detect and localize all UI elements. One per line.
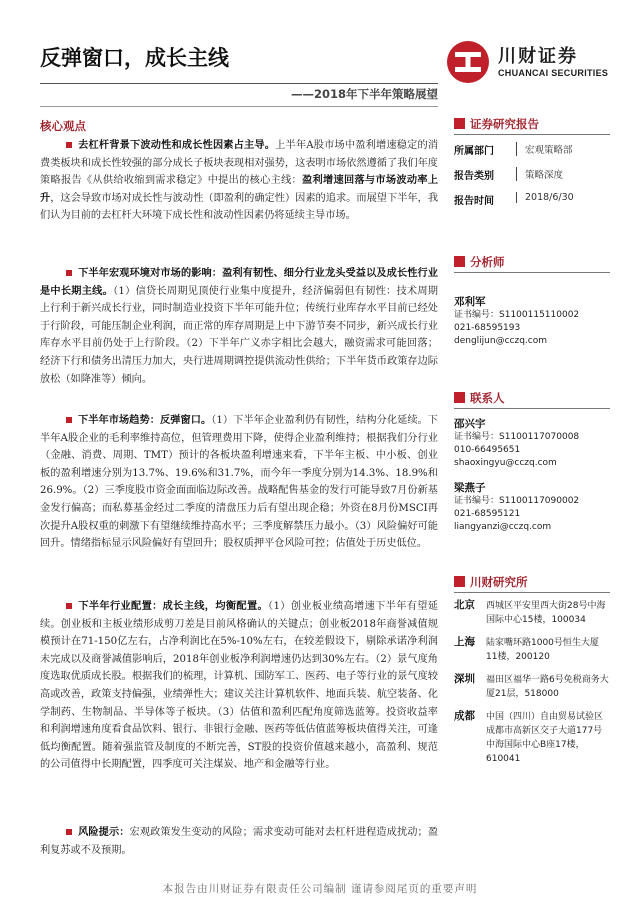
analyst-heading: 分析师 [454, 254, 505, 270]
contact-phone: 010-66495651 [454, 445, 521, 455]
core-paragraph-5: 风险提示：宏观政策发生变动的风险；需求变动可能对去杠杆进程造成扰动；盈利复苏或不及预期。 [40, 826, 439, 856]
office-address: 西城区平安里西大街28号中海国际中心15楼，100034 [486, 601, 606, 625]
contacts-heading: 联系人 [454, 390, 505, 406]
office-city: 上海 [454, 636, 475, 648]
report-subtitle: ——2018年下半年策略展望 [290, 87, 438, 101]
institute-heading: 川财研究所 [454, 574, 528, 590]
page-footer: 本报告由川财证券有限责任公司编制 谨请参阅尾页的重要声明 [162, 883, 478, 895]
report-title: 反弹窗口，成长主线 [40, 46, 229, 70]
meta-key-category: 报告类别 [454, 171, 494, 182]
contact-name: 梁燕子 [454, 482, 486, 494]
sidebar-divider [454, 408, 610, 409]
analyst-cert: 证书编号：S1100115110002 [454, 310, 580, 320]
bullet-square-icon [66, 829, 72, 835]
contact-email[interactable]: liangyanzi@cczq.com [454, 522, 552, 532]
meta-value-date: 2018/6/30 [516, 192, 574, 203]
meta-key-department: 所属部门 [454, 146, 494, 157]
office-city: 成都 [454, 710, 475, 722]
meta-key-date: 报告时间 [454, 196, 494, 207]
analyst-phone: 021-68595193 [454, 323, 521, 333]
contact-cert: 证书编号：S1100117090002 [454, 496, 580, 506]
bullet-square-icon [66, 270, 72, 276]
core-paragraph-4: 下半年行业配置：成长主线，均衡配置。（1）创业板业绩高增速下半年有望延续。创业板和主板业绩形成剪刀差是目前风格确认的关键点；创业板2018年商誉减值规模预计在71-150亿左右，占净利润比在5%-10%左右，在较差假设下，剔除承诺净利润未完成以及商誉减值影响后，2018年创业板净利润增速仍达到30%左右。（2）景气度角度选取优质成长股。根据我们的梳理，计算机、国防军工、医药、电子等行业的景气度较高或改善，政策支持偏强，业绩弹性大；建议关注计算机软件、地面兵装、航空装备、化学制药、生物制品、半导体等子板块。（3）估值和盈利匹配角度筛选蓝筹。投资收益率和利润增速角度看食品饮料、银行、非银行金融、医药等低估值蓝筹板块值得关注，可逢低均衡配置。随着强监管及制度的不断完善，ST股的投资价值越来越小，高盈利、规范的公司值得中长期配置，四季度可关注煤炭、地产和金融等行业。 [40, 600, 438, 771]
report-info-heading: 证券研究报告 [454, 116, 539, 132]
section-square-icon [454, 256, 465, 267]
sidebar-divider [454, 272, 610, 273]
sidebar-divider [454, 134, 610, 135]
meta-value-department: 宏观策略部 [516, 142, 573, 156]
core-paragraph-1: 去杠杆背景下波动性和成长性因素占主导。上半年A股市场中盈利增速稳定的消费类板块和成长性较强的部分成长子板块表现相对强势，这表明市场依然遵循了我们年度策略报告《从供给收缩到需求稳定》中提出的核心主线：盈利增速回落与市场波动率上升，这会导致市场对成长性与波动性（即盈利的确定性）因素的追求。而展望下半年，我们认为目前的去杠杆大环境下成长性和波动性因素仍将延续主导市场。 [40, 139, 439, 222]
office-address: 福田区福华一路6号免税商务大厦21层，518000 [486, 675, 609, 699]
analyst-card [454, 296, 579, 348]
subtitle-divider [40, 106, 438, 107]
meta-value-category: 策略深度 [516, 167, 563, 181]
company-logo [446, 40, 609, 88]
office-address: 陆家嘴环路1000号恒生大厦11楼，200120 [486, 638, 599, 662]
contact-name: 邵兴宇 [454, 418, 486, 430]
analyst-name: 邓利军 [454, 296, 486, 308]
contact-card [454, 418, 579, 470]
section-square-icon [454, 392, 465, 403]
bullet-square-icon [66, 603, 72, 609]
bullet-square-icon [66, 417, 72, 423]
contact-phone: 021-68595121 [454, 509, 521, 519]
logo-name-cn: 川财证券 [498, 46, 578, 67]
header-divider [40, 83, 438, 84]
core-view-heading: 核心观点 [40, 119, 86, 133]
office-city: 北京 [454, 599, 475, 611]
contact-card [454, 482, 579, 534]
chuancai-logo-icon [446, 40, 490, 84]
office-city: 深圳 [454, 673, 475, 685]
analyst-email[interactable]: denglijun@cczq.com [454, 336, 547, 346]
core-paragraph-2: 下半年宏观环境对市场的影响：盈利有韧性、细分行业龙头受益以及成长性行业是中长期主线。（1）信贷长周期见顶使行业集中度提升，经济偏弱但有韧性：技术周期上行利于新兴成长行业，同时制造业投资下半年可能升位；传统行业库存水平目前已经处于行阶段，可能压制企业利润，而正常的库存周期是上中下游节奏不同步，新兴成长行业库存水平目前仍处于上行阶段。（2）下半年广义赤字相比会越大，融资需求可能回落；经济下行和债务出清压力加大，央行进周期调控提供流动性供给；下半年货币政策存边际放松（如降准等）倾向。 [40, 267, 438, 385]
logo-name-en: CHUANCAI SECURITIES [498, 68, 609, 78]
core-paragraph-3: 下半年市场趋势：反弹窗口。（1）下半年企业盈利仍有韧性，结构分化延续。下半年A股企业的毛利率维持高位，但管理费用下降，使得企业盈利维持；根据我们分行业（金融、消费、周期、TMT）预计的各板块盈利增速来看，下半年主板、中小板、创业板的盈利增速分别为13.7%、19.6%和31.7%，而今年一季度分别为14.3%、18.9%和26.9%。（2）三季度股市资金面面临边际改善。战略配售基金的发行可能导致7月份新基金发行偏高；而私募基金经过二季度的清盘压力后有望出现企稳；外资在8月份MSCI再次提升A股权重的刺激下有望继续维持高水平；三季度解禁压力最小。（3）风险偏好可能回升。情绪指标显示风险偏好有望回升；股权质押平仓风险可控；估值处于历史低位。 [40, 414, 438, 550]
office-address: 中国（四川）自由贸易试验区成都市高新区交子大道177号中海国际中心B座17楼，610041 [486, 712, 604, 764]
sidebar-divider [454, 592, 610, 593]
section-square-icon [454, 576, 465, 587]
section-square-icon [454, 118, 465, 129]
contact-cert: 证书编号：S1100117070008 [454, 432, 580, 442]
bullet-square-icon [66, 142, 72, 148]
contact-email[interactable]: shaoxingyu@cczq.com [454, 458, 557, 468]
